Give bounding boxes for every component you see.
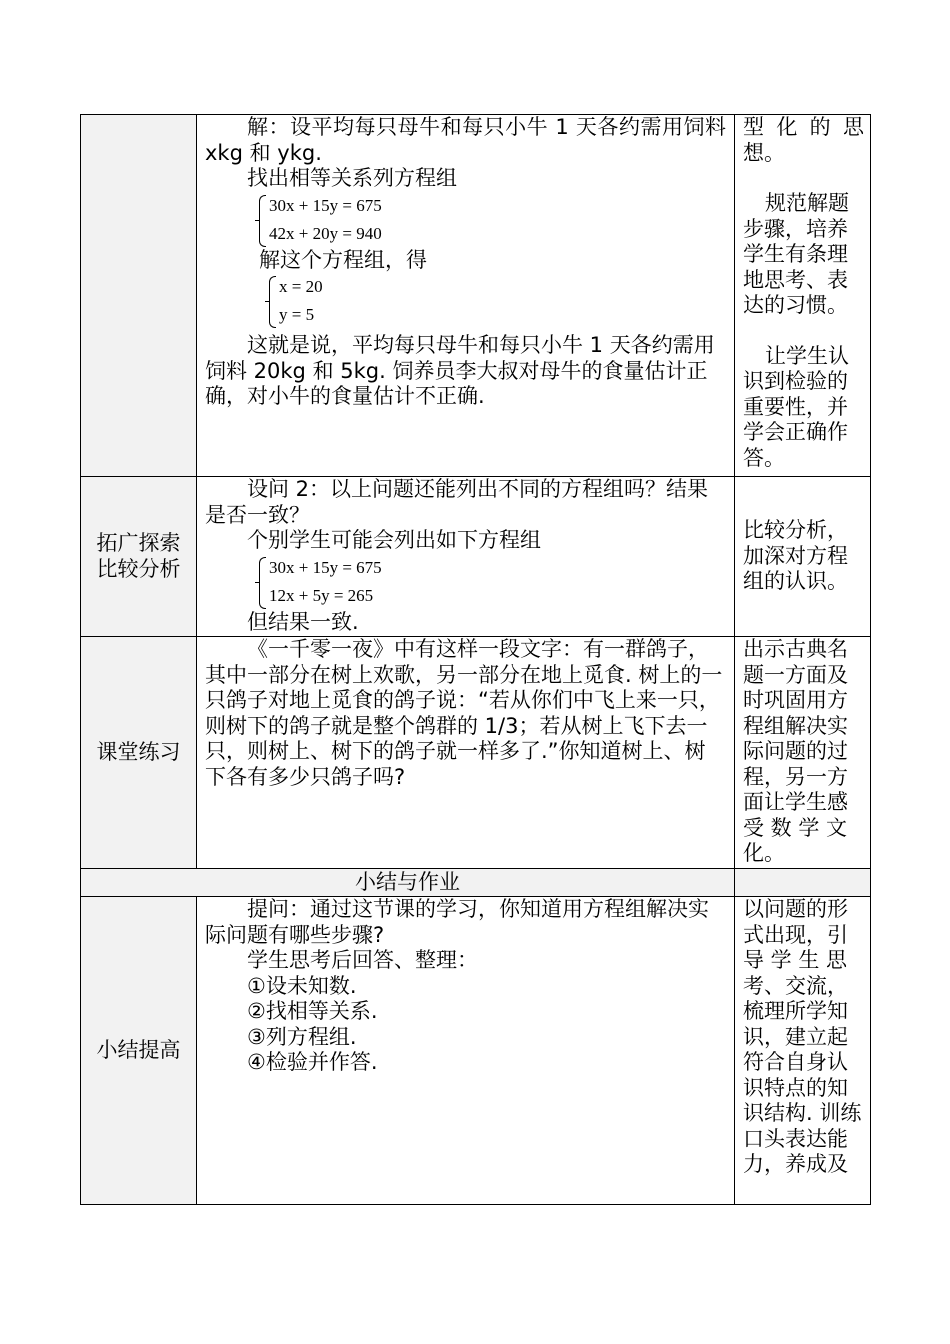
equation-system-3 <box>259 554 726 610</box>
summary-answer-intro: 学生思考后回答、整理： <box>247 948 478 972</box>
equation-2: 12x + 5y = 265 <box>269 585 374 605</box>
equation-2-rhs: 940 <box>356 223 382 243</box>
section-heading: 小结与作业 <box>81 869 735 897</box>
row-label: 课堂练习 <box>81 637 197 869</box>
lesson-plan-table <box>80 114 871 1205</box>
note-line: 想。 <box>743 140 785 165</box>
table-row <box>81 477 871 637</box>
summary-step: ②找相等关系. <box>247 999 378 1023</box>
note-steps: 规范解题步骤，培养学生有条理地思考、表达的习惯。 <box>743 191 849 317</box>
explore-cell <box>197 477 735 637</box>
row-label: 小结提高 <box>81 897 197 1205</box>
explore-question: 设问 2：以上问题还能列出不同的方程组吗？结果是否一致？ <box>205 477 709 527</box>
equation-2: 42x + 20y = 940 <box>269 223 382 243</box>
row-label-empty <box>81 115 197 477</box>
row-label-line: 比较分析 <box>96 556 181 581</box>
table-row <box>81 637 871 869</box>
solution-cell <box>197 115 735 477</box>
equation-system-2 <box>269 273 726 329</box>
equation-system-1 <box>259 192 726 248</box>
note-text: 比较分析，加深对方程组的认识。 <box>743 518 848 594</box>
solution-y: y = 5 <box>279 305 315 324</box>
solution-x: x = 20 <box>279 277 323 296</box>
note-cell <box>735 897 871 1205</box>
table-row <box>81 115 871 477</box>
equation-2-lhs: 42x + 20y <box>269 223 339 243</box>
equation-1: 30x + 15y = 675 <box>269 195 382 215</box>
solution-intro: 解：设平均每只母牛和每只小牛 1 天各约需用饲料 xkg 和 ykg. <box>205 115 726 165</box>
row-label-line: 拓广探索 <box>96 531 181 555</box>
equation-1: 30x + 15y = 675 <box>269 557 382 577</box>
note-line: 型 化 的 思 <box>743 115 864 139</box>
equation-1-lhs: 30x + 15y <box>269 195 339 215</box>
row-label <box>81 477 197 637</box>
summary-step: ③列方程组. <box>247 1024 357 1049</box>
explore-step: 个别学生可能会列出如下方程组 <box>247 528 541 552</box>
note-cell <box>735 115 871 477</box>
note-cell <box>735 637 871 869</box>
note-verify: 让学生认识到检验的重要性，并学会正确作答。 <box>743 343 849 470</box>
left-brace-icon <box>259 557 266 609</box>
equation-1-rhs: 675 <box>356 195 382 215</box>
note-text: 出示古典名题一方面及时巩固用方程组解决实际问题的过程，另一方面让学生感受 数 学 文化。 <box>743 637 848 865</box>
summary-question: 提问：通过这节课的学习，你知道用方程组解决实际问题有哪些步骤? <box>205 897 709 947</box>
solution-step-1: 找出相等关系列方程组 <box>247 166 457 190</box>
explore-result: 但结果一致. <box>247 609 359 634</box>
note-text: 以问题的形式出现，引导 学 生 思考、交流，梳理所学知识，建立起符合自身认识特点的知识结构. 训练口头表达能力，养成及 <box>743 897 862 1176</box>
summary-step: ①设未知数. <box>247 973 357 998</box>
left-brace-icon <box>259 195 266 247</box>
summary-cell <box>197 897 735 1205</box>
exercise-cell <box>197 637 735 869</box>
exercise-text: 《一千零一夜》中有这样一段文字：有一群鸽子，其中一部分在树上欢歌，另一部分在地上觅食. 树上的一只鸽子对地上觅食的鸽子说：“若从你们中飞上来一只，则树下的鸽子就是整个鸽群的 1/3；若从树上飞下去一只，则树上、树下的鸽子就一样多了.”你知道树上、树下各有多少只鸽子吗? <box>205 637 723 789</box>
table-row <box>81 869 871 897</box>
solution-conclusion: 这就是说，平均每只母牛和每只小牛 1 天各约需用饲料 20kg 和 5kg. 饲养员李大叔对母牛的食量估计正确，对小牛的食量估计不正确. <box>205 333 715 408</box>
left-brace-icon <box>269 276 276 328</box>
note-cell <box>735 477 871 637</box>
solution-step-2: 解这个方程组，得 <box>259 247 427 272</box>
summary-step: ④检验并作答. <box>247 1050 378 1074</box>
table-row <box>81 897 871 1205</box>
section-heading-blank <box>735 869 871 897</box>
